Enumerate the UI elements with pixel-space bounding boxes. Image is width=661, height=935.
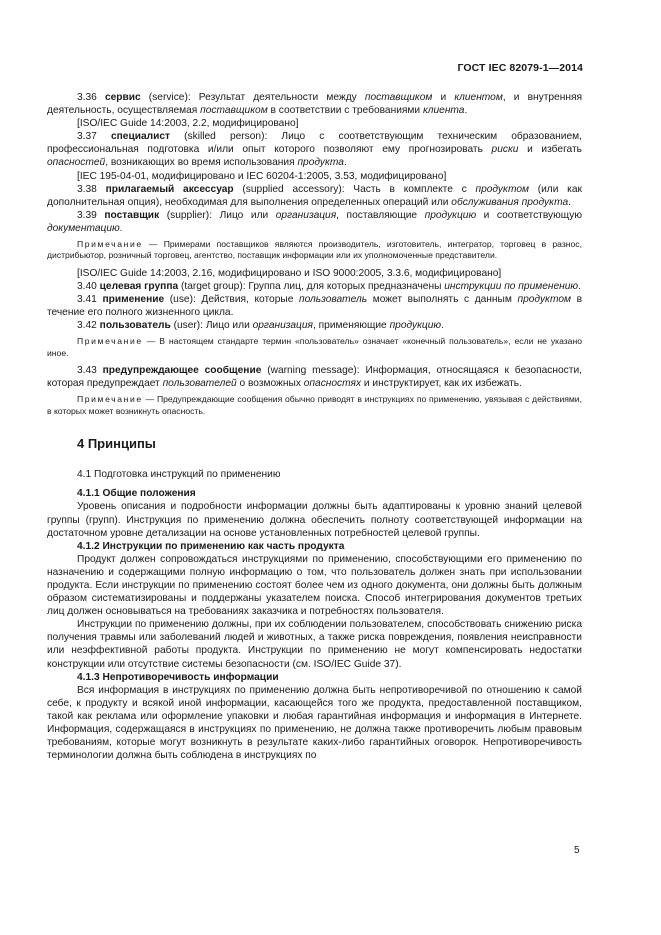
def-text: в течение его полного жизненного цикла. [47,294,582,319]
def-text: . [441,320,444,332]
definition-3-37 [47,130,582,169]
term-number: 3.41 [77,294,97,306]
note [47,394,582,417]
term-number: 3.42 [77,320,97,332]
term-ref: продукта [297,157,344,169]
term-ref: поставщиком [200,105,268,117]
def-text: в соответствии с требованиями [267,105,423,117]
term-ref: пользователь [298,294,368,306]
definition-3-42 [47,319,582,332]
def-text: о возможных [236,378,304,390]
term-name: специалист [110,131,171,143]
def-text: (или как дополнительная опция), необходимая для выполнения определенных операций или [47,183,582,208]
def-text: , поставляющие [336,209,425,221]
def-text: , возникающих во время использования [105,157,298,169]
page-number: 5 [574,845,580,856]
note-label: Примечание [77,336,143,347]
clause-heading: 4.1.3 Непротиворечивость информации [77,671,279,683]
term-ref: продукцию [424,209,477,221]
term-name: поставщик [104,209,160,221]
term-name: сервис [104,92,141,103]
def-text: (supplier): Лицо или [159,209,276,221]
term-number: 3.40 [77,280,97,292]
def-text: . [568,196,571,208]
def-text: (supplied accessory): Часть в комплекте с [233,183,476,195]
def-text: . [343,157,347,169]
paragraph: Уровень описания и подробности информации должны быть адаптированы к уровню знаний целевой группы (групп). Инструкция по применению должна обеспечить полноту соответствующей информации на достаточном уровне детализации на основе установленных потребностей целевой группы. [47,501,582,539]
def-text: (service): Результат деятельности между [140,92,365,103]
note [47,239,582,262]
document-body [47,91,582,762]
term-name: целевая группа [99,280,179,292]
def-text: (warning message): Информация, относящаяся к безопасности, которая предупреждает [47,365,582,390]
term-number: 3.43 [77,365,97,377]
clause-heading: 4.1.1 Общие положения [77,488,196,500]
term-number: 3.39 [77,209,97,221]
term-ref: инструкции по применению [444,280,579,292]
def-text: и инструктирует, как их избежать. [361,378,522,390]
term-ref: риски [491,144,519,156]
term-ref: продуктом [517,294,571,306]
term-name: применение [102,294,165,306]
def-text: . [464,105,468,117]
def-text: (target group): Группа лиц, для которых предназначены [178,280,445,292]
paragraph: Инструкции по применению должны, при их соблюдении пользователем, способствовать снижению риска получения травмы или заболеваний людей и животных, а также риска повреждения, появления неисправности или неэффективной работы продукта. Инструкции по применению не могут компенсировать недостатки конструкции или отсутствие системы безопасности (см. ISO/IEC Guide 37). [47,619,582,670]
definition-3-41 [47,293,582,319]
section-heading: 4 Принципы [77,436,156,452]
term-ref: документацию [47,222,120,234]
definition-3-36 [47,91,582,117]
paragraph: Продукт должен сопровождаться инструкциями по применению, способствующими его применению по назначению и содержащими полную информацию о том, что пользователь должен знать при использовании продукта. Если инструкции по применению состоят более чем из одного документа, они должны быть должным образом систематизированы и поддержаны указателем поиска. Способ интегрирования документов третьих лиц должен основываться на требованиях заказчика и потребностях пользователя. [47,553,582,618]
def-text: и [432,92,455,103]
document-id-header: ГОСТ IEC 82079-1—2014 [457,62,583,74]
term-ref: организация [275,209,337,221]
def-text: , применяющие [313,320,390,332]
term-number: 3.36 [77,92,97,103]
def-text: . [119,222,123,234]
def-text: (skilled person): Лицо с соответствующим техническим образованием, профессиональная подготовка и/или опыт которого позволяют ему прогнозировать [47,131,582,156]
term-ref: опасностей [47,157,106,169]
definition-3-43 [47,364,582,390]
def-text: (use): Действия, которые [164,294,299,306]
term-number: 3.37 [77,131,97,143]
term-ref: обслуживания продукта [451,196,569,208]
term-ref: опасностях [303,378,362,390]
term-ref: пользователей [162,378,237,390]
def-text: и соответствующую [476,209,582,221]
def-text: может выполнять с данным [367,294,518,306]
def-text: , и внутренняя деятельность, осуществляемая [47,92,582,117]
note-text: — В настоящем стандарте термин «пользователь» означает «конечный пользователь», если не указано иное. [47,336,582,358]
term-name: предупреждающее сообщение [102,365,262,377]
note-text: — Примерами поставщиков являются производитель, изготовитель, интегратор, торговец в разнос, дистрибьютор, розничный торговец, агентство, поставщик информации или их уполномоченные представители. [47,239,582,261]
term-name: прилагаемый аксессуар [105,183,234,195]
subsection-heading: 4.1 Подготовка инструкций по применению [77,469,281,481]
term-ref: организация [252,320,313,332]
definition-3-39 [47,209,582,235]
reference: [IEC 195-04-01, модифицировано и IEC 60204-1:2005, 3.53, модифицировано] [77,170,447,182]
definition-3-38 [47,183,582,209]
note [47,336,582,359]
paragraph: Вся информация в инструкциях по применению должна быть непротиворечивой по отношению к самой себе, к продукту и всякой иной информации, касающейся того же продукта, предоставленной поставщиком, такой как реклама или оформление упаковки и любая гарантийная информация и информация в Интернете. Информация, содержащаяся в инструкциях по применению, не должна также противоречить любым правовым требованиям, которые могут возникнуть в результате каких-либо гарантийных оговорок. Непротиворечивость терминологии должна быть соблюдена в инструкциях по [47,684,582,762]
definition-3-40 [47,280,582,293]
term-ref: продуктом [475,183,529,195]
term-name: пользователь [99,320,171,332]
term-ref: клиентом [454,92,503,103]
clause-heading: 4.1.2 Инструкции по применению как часть продукта [77,540,345,552]
def-text: . [578,280,581,292]
note-text: — Предупреждающие сообщения обычно приводят в инструкциях по применению, увязывая с действиями, в которых может возникнуть опасность. [47,394,582,416]
term-ref: продукцию [389,320,442,332]
term-number: 3.38 [77,183,97,195]
note-label: Примечание [77,239,143,250]
reference: [ISO/IEC Guide 14:2003, 2.2, модифицировано] [77,118,299,130]
note-label: Примечание [77,394,143,405]
def-text: (user): Лицо или [170,320,253,332]
term-ref: клиента [422,105,465,117]
term-ref: поставщиком [364,92,433,103]
def-text: и избегать [518,144,582,156]
reference: [ISO/IEC Guide 14:2003, 2.16, модифицировано и ISO 9000:2005, 3.3.6, модифицировано] [77,267,502,279]
